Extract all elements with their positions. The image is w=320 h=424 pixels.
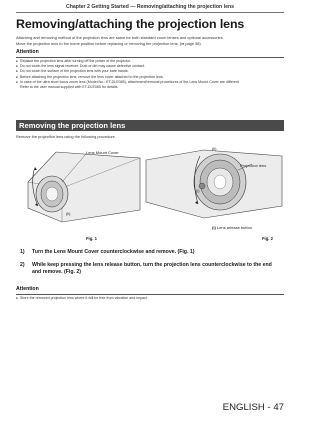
page-title: Removing/attaching the projection lens xyxy=(16,17,245,31)
fig2-label-projection-lens: Projection lens xyxy=(240,163,267,168)
fig2-caption: Fig. 2 xyxy=(262,236,273,241)
attention-item: ■ Before attaching the projection lens, remove the lens cover attached to the projection lens. xyxy=(16,75,286,80)
attention-item-continuation: Refer to the user manual supplied with ET-DLE085 for details. xyxy=(20,85,119,90)
fig1-label-lens-mount-cover: Lens Mount Cover xyxy=(86,150,119,155)
step-number: 2) xyxy=(20,262,25,268)
attention-heading-2: Attention xyxy=(16,286,284,295)
step-number: 1) xyxy=(20,249,25,255)
section-heading: Removing the projection lens xyxy=(16,120,284,131)
attention-list xyxy=(16,59,286,90)
attention-heading: Attention xyxy=(16,49,284,58)
step-1 xyxy=(20,249,282,256)
attention-item: ■ Store the removed projection lens where it will be free from vibration and impact. xyxy=(16,296,286,301)
attention-item-text: In case of the ultra short focus zoom lens (Model No.: ET-DLE085), attachment/removal procedures of the Lens Mount Cover are different. xyxy=(20,79,240,84)
step-text: While keep pressing the lens release button, turn the projection lens counterclockwise to the end and remove. (Fig. 2) xyxy=(32,262,272,275)
page-number: ENGLISH - 47 xyxy=(222,402,284,413)
step-text: Turn the Lens Mount Cover counterclockwise and remove. (Fig. 1) xyxy=(32,249,195,255)
attention-item xyxy=(16,80,286,90)
fig2-legend-text: Lens release button xyxy=(216,225,253,230)
fig2-callout-ii: (ii) xyxy=(212,146,217,151)
fig1-callout: (ii) xyxy=(66,211,71,216)
intro-line-2: Move the projection lens to the home position before replacing or removing the projection lens. (➡ page 58) xyxy=(16,40,201,46)
figures xyxy=(16,140,284,240)
chapter-header: Chapter 2 Getting Started — Removing/attaching the projection lens xyxy=(65,4,235,10)
step-2 xyxy=(20,262,282,276)
fig2-legend-num: (i) xyxy=(212,225,216,230)
fig1-projector-illustration xyxy=(22,142,142,224)
intro-line-1: Attaching and removing method of the projection lens are same for both standard zoom lenses and optional accessories. xyxy=(16,35,224,40)
header-rule xyxy=(16,12,284,13)
section-intro: Remove the projection lens using the following procedure. xyxy=(16,134,116,139)
attention-list-2 xyxy=(16,296,286,301)
fig2-projector-illustration xyxy=(144,142,284,222)
attention-item: ■ Do not touch the surface of the projection lens with your bare hands. xyxy=(16,69,286,74)
fig2-callout-i: (i) xyxy=(196,188,200,193)
attention-item: ■ Do not touch the lens signal receiver. Dust or dirt may cause defective contact. xyxy=(16,64,286,69)
fig2-legend xyxy=(212,225,252,230)
fig1-caption: Fig. 1 xyxy=(86,236,97,241)
attention-item: ■ Replace the projection lens after turning off the power of the projector. xyxy=(16,59,286,64)
